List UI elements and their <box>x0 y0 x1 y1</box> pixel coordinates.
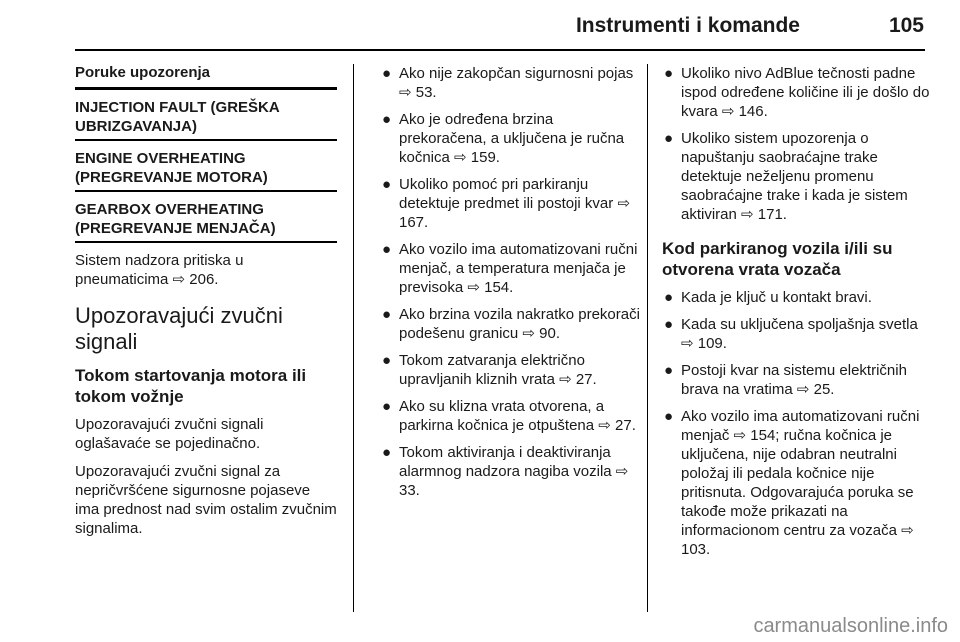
message-rule <box>75 241 337 243</box>
list-item <box>662 315 932 353</box>
list-item-text: Postoji kvar na sistemu električnih brava na vratima ⇨ 25. <box>681 362 907 398</box>
bullet-icon: ● <box>382 176 392 193</box>
column-3 <box>662 64 932 567</box>
list-item-text: Ako nije zakopčan sigurnosni pojas ⇨ 53. <box>399 65 634 101</box>
header-rule <box>75 49 925 51</box>
bullet-list <box>662 288 932 559</box>
list-item-text: Ako vozilo ima automatizovani ručni menjač ⇨ 154; ručna kočnica je uključena, nije odabran neutralni položaj ili pedala kočnice nije pritisnuta. Odgovarajuća poruka se takođe može prikazati na informacionom centru za vozača ⇨ 103. <box>681 408 920 558</box>
list-item-text: Ako je određena brzina prekoračena, a uključena je ručna kočnica ⇨ 159. <box>399 111 625 166</box>
bullet-icon: ● <box>382 444 392 461</box>
list-item-text: Tokom aktiviranja i deaktiviranja alarmnog nadzora nagiba vozila ⇨ 33. <box>399 444 629 499</box>
message-rule <box>75 139 337 141</box>
paragraph-tire-pressure: Sistem nadzora pritiska u pneumaticima ⇨ 206. <box>75 252 244 288</box>
list-item <box>662 407 932 559</box>
bullet-icon: ● <box>664 316 674 333</box>
bullet-list <box>380 64 640 500</box>
list-item <box>662 64 932 121</box>
page-number: 105 <box>888 14 924 37</box>
list-item-text: Ako su klizna vrata otvorena, a parkirna kočnica je otpuštena ⇨ 27. <box>399 398 636 434</box>
section-heading: Poruke upozorenja <box>75 64 211 81</box>
bullet-icon: ● <box>664 289 674 306</box>
bullet-icon: ● <box>664 362 674 379</box>
bullet-icon: ● <box>382 306 392 323</box>
warning-message-injection: INJECTION FAULT (GREŠKA UBRIZGAVANJA) <box>75 99 280 135</box>
list-item <box>662 361 932 399</box>
bullet-icon: ● <box>382 65 392 82</box>
list-item-text: Ukoliko pomoć pri parkiranju detektuje predmet ili postoji kvar ⇨ 167. <box>399 176 631 231</box>
bullet-icon: ● <box>382 111 392 128</box>
paragraph-seatbelt-priority: Upozoravajući zvučni signal za nepričvršćene sigurnosne pojaseve ima prednost nad svim ostalim zvučnim signalima. <box>75 463 337 537</box>
list-item <box>380 397 640 435</box>
heading-warning-chimes: Upozoravajući zvučni signali <box>75 303 283 354</box>
section-rule <box>75 87 337 90</box>
bullet-icon: ● <box>664 130 674 147</box>
list-item <box>662 288 932 307</box>
list-item-text: Ako brzina vozila nakratko prekorači podešenu granicu ⇨ 90. <box>399 306 640 342</box>
list-item <box>662 129 932 224</box>
list-item <box>380 351 640 389</box>
column-2 <box>380 64 640 508</box>
list-item-text: Kada su uključena spoljašnja svetla ⇨ 109. <box>681 316 918 352</box>
bullet-list <box>662 64 932 224</box>
list-item <box>380 175 640 232</box>
bullet-icon: ● <box>382 398 392 415</box>
list-item-text: Kada je ključ u kontakt bravi. <box>681 289 872 306</box>
message-rule <box>75 190 337 192</box>
watermark: carmanualsonline.info <box>753 615 948 637</box>
page-title: Instrumenti i komande <box>575 14 800 37</box>
list-item-text: Tokom zatvaranja električno upravljanih kliznih vrata ⇨ 27. <box>399 352 597 388</box>
bullet-icon: ● <box>382 352 392 369</box>
list-item <box>380 64 640 102</box>
paragraph-chimes-individual: Upozoravajući zvučni signali oglašavaće se pojedinačno. <box>75 416 264 452</box>
column-divider <box>647 64 648 612</box>
subheading-during-driving: Tokom startovanja motora ili tokom vožnje <box>75 366 307 406</box>
list-item <box>380 240 640 297</box>
warning-message-engine: ENGINE OVERHEATING (PREGREVANJE MOTORA) <box>75 150 268 186</box>
subheading-parked-vehicle: Kod parkiranog vozila i/ili su otvorena vrata vozača <box>662 239 893 279</box>
list-item-text: Ako vozilo ima automatizovani ručni menjač, a temperatura menjača je previsoka ⇨ 154. <box>399 241 638 296</box>
warning-message-gearbox: GEARBOX OVERHEATING (PREGREVANJE MENJAČA) <box>75 201 276 237</box>
column-divider <box>353 64 354 612</box>
bullet-icon: ● <box>664 65 674 82</box>
list-item-text: Ukoliko sistem upozorenja o napuštanju saobraćajne trake detektuje neželjenu promenu saobraćajne trake i kada je sistem aktiviran ⇨ 171. <box>681 130 908 223</box>
list-item <box>380 110 640 167</box>
bullet-icon: ● <box>382 241 392 258</box>
bullet-icon: ● <box>664 408 674 425</box>
list-item <box>380 443 640 500</box>
column-1 <box>75 64 337 547</box>
list-item-text: Ukoliko nivo AdBlue tečnosti padne ispod određene količine ili je došlo do kvara ⇨ 146. <box>681 65 930 120</box>
list-item <box>380 305 640 343</box>
